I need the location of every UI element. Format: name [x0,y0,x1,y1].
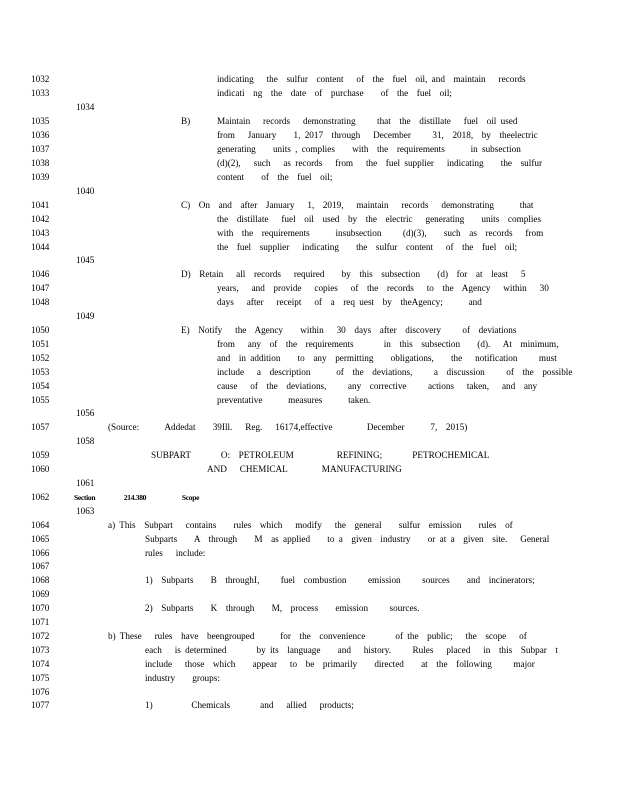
line-number: 1057 [31,422,50,432]
line-number: 1037 [31,144,50,154]
line-number: 1033 [31,88,50,98]
line-number: 1061 [76,478,95,488]
line-number: 1055 [31,395,50,405]
text-line-1037: generating units , complies with the requirements in subsection [217,144,521,154]
text-line-1074: include those which appear to be primarily directed at the following major [145,659,535,669]
text-line-1035: Maintain records demonstrating that the distillate fuel oil used [217,116,518,126]
line-number: 1044 [31,242,50,252]
line-number: 1066 [31,548,50,558]
line-number: 1064 [31,520,50,530]
line-number: 1067 [31,561,50,571]
line-number: 1075 [31,673,50,683]
text-line-1051: from any of the requirements in this subsection (d). At minimum, [217,339,559,349]
text-line-1050: E) Notify the Agency within 30 days after discovery of deviations [181,325,517,335]
line-number: 1034 [76,102,95,112]
line-number: 1045 [76,255,95,265]
text-line-1046: D) Retain all records required by this subsection (d) for at least 5 [181,269,526,279]
text-line-1048: days after receipt of a req uest by theAgency; and [217,297,482,307]
line-number: 1062 [31,492,50,502]
line-number: 1058 [76,436,95,446]
line-number: 1070 [31,603,50,613]
line-number: 1042 [31,214,50,224]
text-line-1077: 1) Chemicals and allied products; [145,700,354,710]
line-number: 1040 [76,186,95,196]
line-number: 1043 [31,228,50,238]
line-number: 1046 [31,269,50,279]
text-line-1070: 2) Subparts K through M, process emission sources. [145,603,420,613]
subpart-heading-line-2: AND CHEMICAL MANUFACTURING [207,464,402,474]
text-line-1047: years, and provide copies of the records to the Agency within 30 [217,283,549,293]
line-number: 1073 [31,645,50,655]
line-number: 1032 [31,74,50,84]
line-number: 1041 [31,200,50,210]
text-line-1055: preventative measures taken. [217,395,371,405]
text-line-1036: from January 1, 2017 through December 31, 2018, by theelectric [217,130,538,140]
line-number: 1054 [31,381,50,391]
text-line-1038: (d)(2), such as records from the fuel supplier indicating the sulfur [217,158,543,168]
text-line-1068: 1) Subparts B throughI, fuel combustion emission sources and incinerators; [145,575,535,585]
line-number: 1038 [31,158,50,168]
line-number: 1069 [31,589,50,599]
text-line-1064: a) This Subpart contains rules which modify the general sulfur emission rules of [108,520,513,530]
line-number: 1035 [31,116,50,126]
line-number: 1059 [31,450,50,460]
line-number: 1056 [76,408,95,418]
line-number: 1074 [31,659,50,669]
text-line-1044: the fuel supplier indicating the sulfur content of the fuel oil; [217,242,518,252]
text-line-1073: each is determined by its language and history. Rules placed in this Subpar t [145,645,558,655]
line-number: 1051 [31,339,50,349]
line-number: 1077 [31,700,50,710]
text-line-1065: Subparts A through M as applied to a given industry or at a given site. General [145,534,550,544]
line-number: 1036 [31,130,50,140]
text-line-1041: C) On and after January 1, 2019, maintain records demonstrating that [181,200,534,210]
line-number: 1039 [31,172,50,182]
item-marker-b: B) [181,116,191,126]
text-line-1032: indicating the sulfur content of the fuel oil, and maintain records [217,74,526,84]
line-number: 1072 [31,631,50,641]
line-number: 1047 [31,283,50,293]
text-line-1043: with the requirements insubsection (d)(3), such as records from [217,228,544,238]
subpart-heading-line-1: SUBPART O: PETROLEUM REFINING; PETROCHEMICAL [151,450,490,460]
text-line-1053: include a description of the deviations, a discussion of the possible [217,367,573,377]
line-number: 1053 [31,367,50,377]
text-line-1054: cause of the deviations, any corrective actions taken, and any [217,381,538,391]
text-line-1039: content of the fuel oil; [217,172,333,182]
line-number: 1071 [31,617,50,627]
line-number: 1068 [31,575,50,585]
text-line-1033: indicati ng the date of purchase of the fuel oil; [217,88,452,98]
line-number: 1060 [31,464,50,474]
line-number: 1065 [31,534,50,544]
line-number: 1052 [31,353,50,363]
text-line-1072: b) These rules have beengrouped for the convenience of the public; the scope of [108,631,527,641]
text-line-1066: rules include: [145,548,206,558]
line-number: 1049 [76,311,95,321]
text-line-1075: industry groups: [145,673,220,683]
line-number: 1076 [31,687,50,697]
text-line-1052: and in addition to any permitting obligations, the notification must [217,353,557,363]
source-note: (Source: Addedat 39Ill. Reg. 16174,effective December 7, 2015) [108,422,468,432]
line-number: 1050 [31,325,50,335]
line-number: 1048 [31,297,50,307]
line-number: 1063 [76,506,95,516]
section-heading: Section 214.380 Scope [74,493,200,502]
text-line-1042: the distillate fuel oil used by the electric generating units complies [217,214,542,224]
